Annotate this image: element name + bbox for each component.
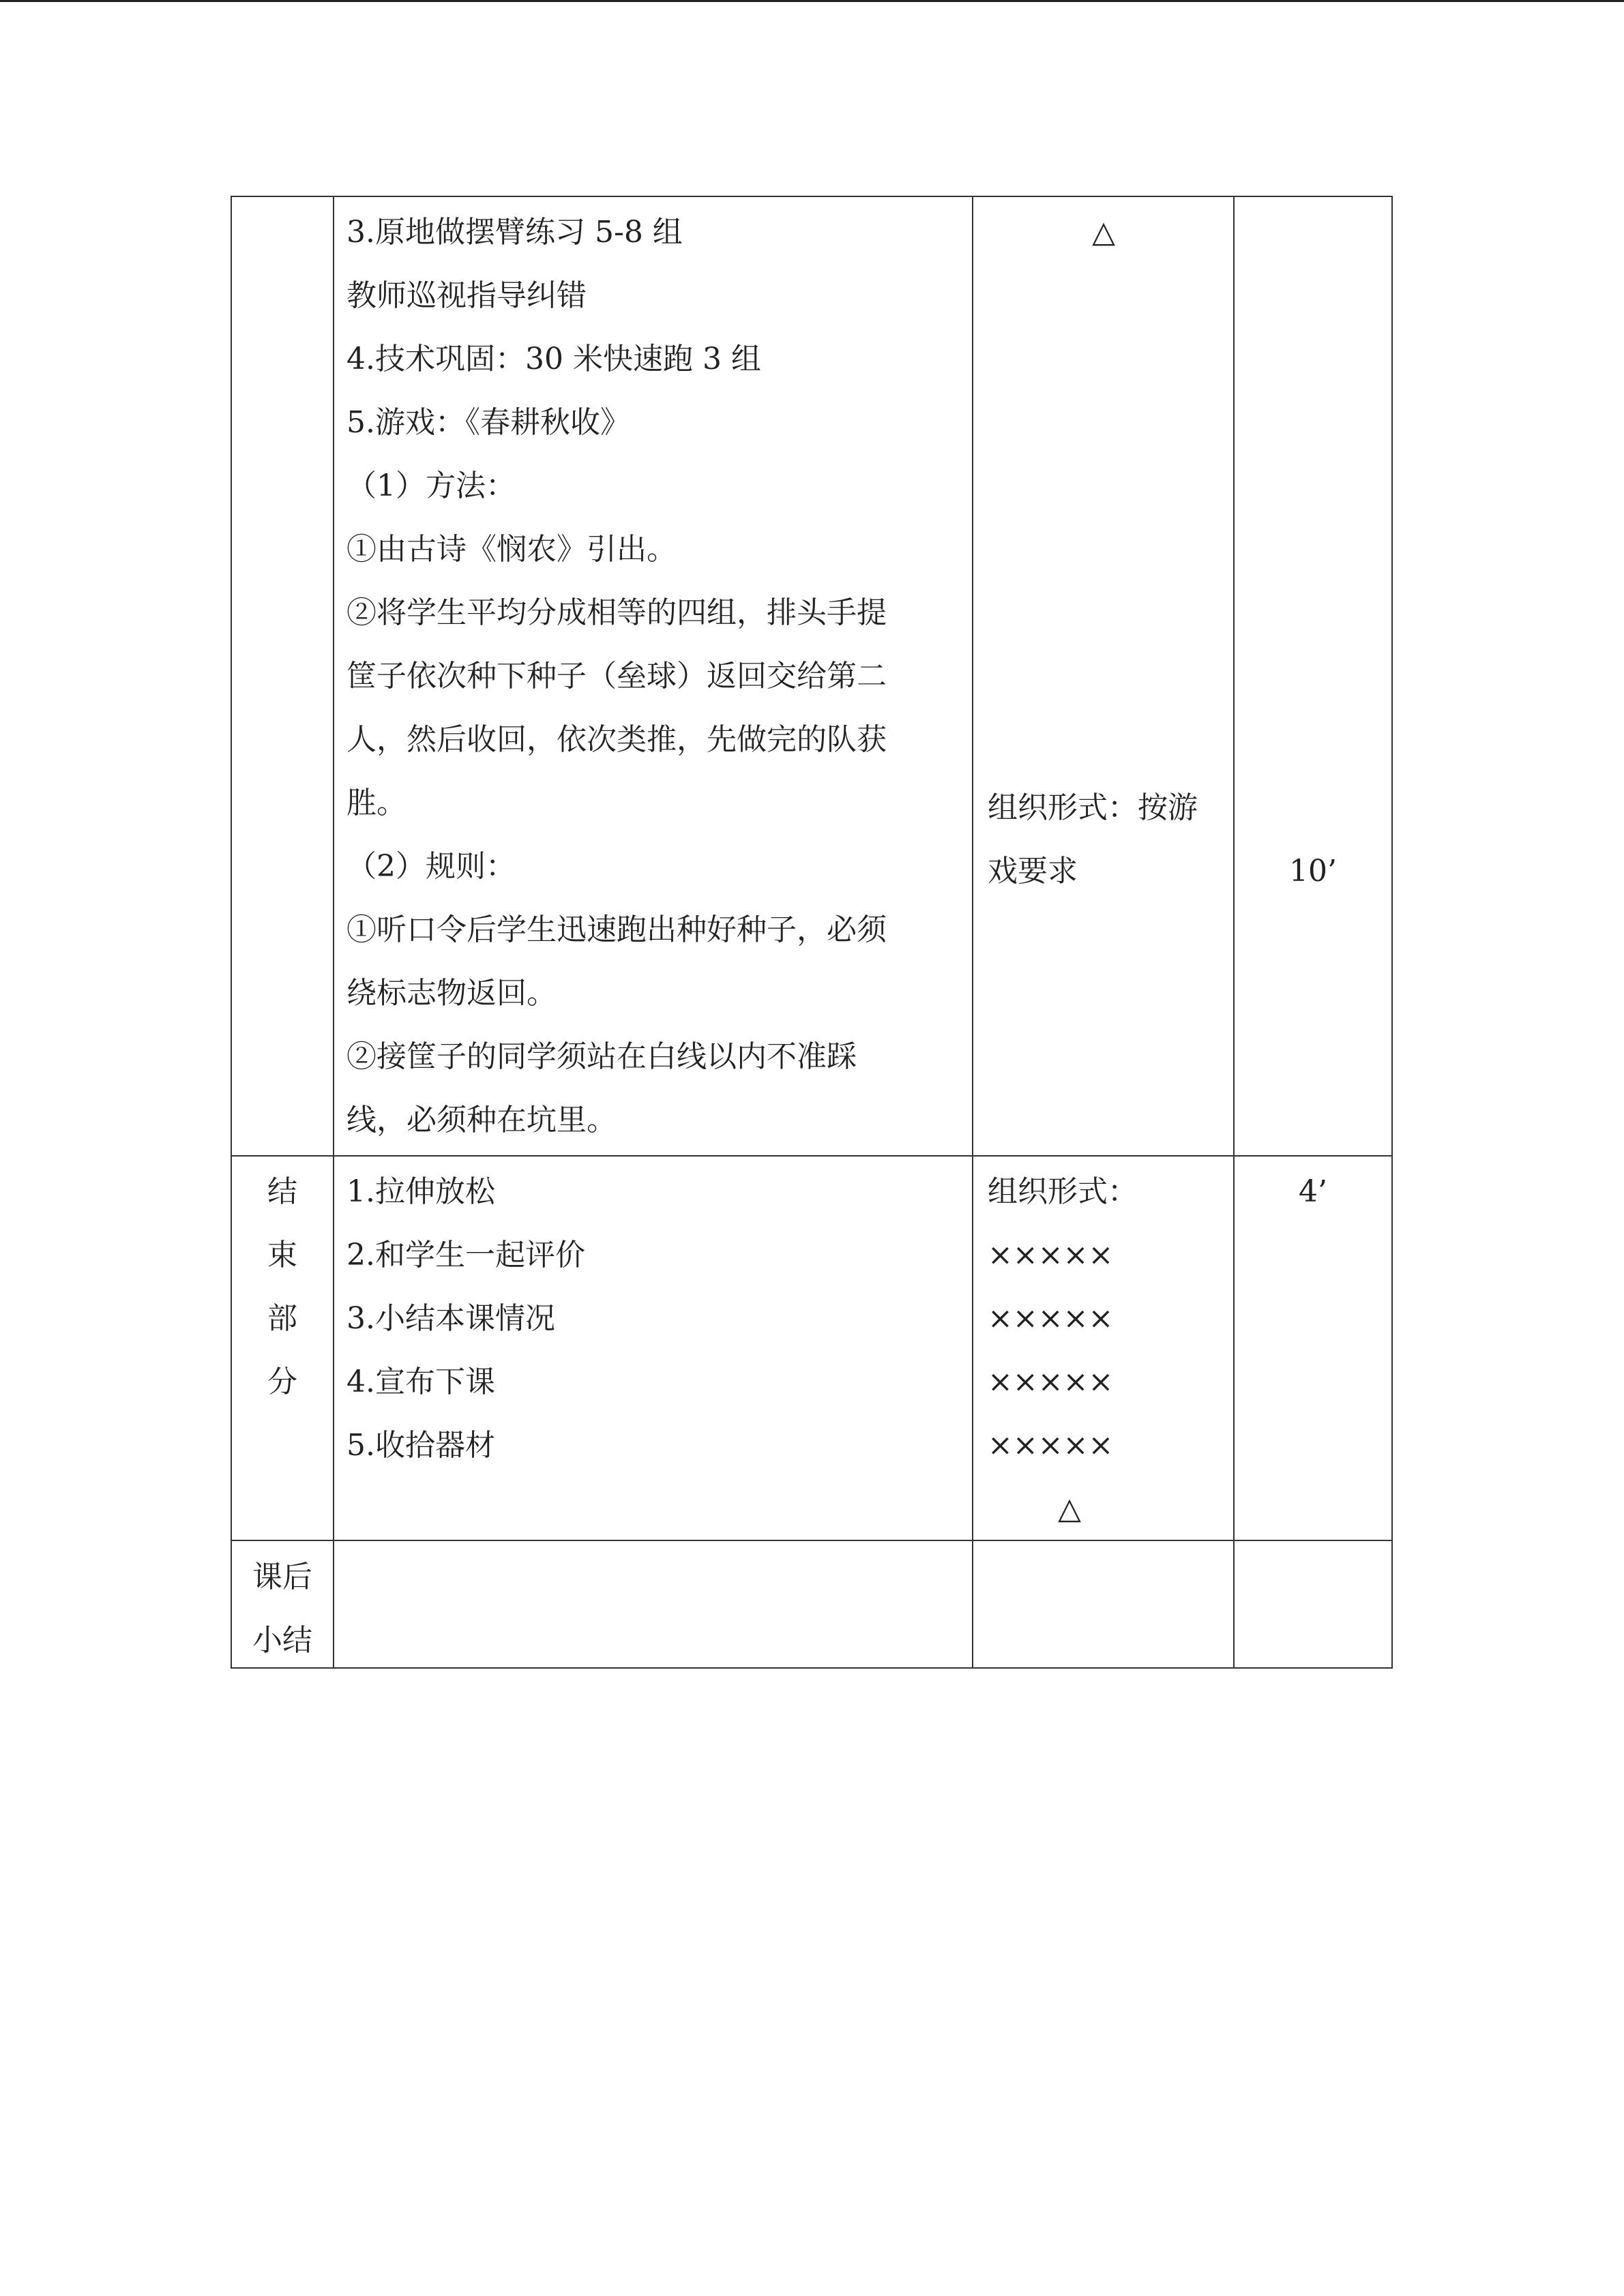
content-line: 筐子依次种下种子（垒球）返回交给第二	[346, 659, 887, 694]
content-line: 绕标志物返回。	[346, 976, 557, 1011]
organization-line: 组织形式：	[988, 1174, 1138, 1209]
student-formation-row: ×××××	[988, 1365, 1114, 1399]
column-divider-3	[1233, 196, 1235, 1669]
organization-line: 组织形式：按游	[988, 790, 1198, 825]
content-line: 5.收拾器材	[346, 1428, 495, 1463]
section-label-line: 课后	[252, 1560, 312, 1594]
content-line: ②将学生平均分成相等的四组，排头手提	[346, 595, 887, 630]
table-border-top	[231, 196, 1393, 197]
column-divider-1	[333, 196, 334, 1669]
content-line: 4.技术巩固：30 米快速跑 3 组	[346, 342, 761, 376]
row-divider-2	[231, 1540, 1393, 1541]
content-line: （2）规则：	[346, 849, 516, 884]
section-label-char: 部	[267, 1301, 297, 1336]
section-label-char: 结	[267, 1174, 297, 1209]
content-line: 3.小结本课情况	[346, 1301, 555, 1336]
student-formation-row: ×××××	[988, 1301, 1114, 1336]
row2-organization	[988, 1160, 1138, 1477]
content-line: ①听口令后学生迅速跑出种好种子，必须	[346, 912, 887, 947]
section-label-char: 束	[267, 1238, 297, 1272]
content-line: 人，然后收回，依次类推，先做完的队获	[346, 722, 887, 757]
organization-line: 戏要求	[988, 854, 1078, 889]
content-line: 5.游戏：《春耕秋收》	[346, 405, 630, 440]
row1-teacher-marker: △	[1092, 215, 1115, 250]
content-line: 3.原地做摆臂练习 5-8 组	[346, 215, 683, 250]
row1-content	[346, 200, 887, 1152]
table-border-left	[231, 196, 232, 1669]
table-border-bottom	[231, 1667, 1393, 1669]
student-formation-row: ×××××	[988, 1238, 1114, 1272]
section-label-line: 小结	[252, 1623, 312, 1658]
row2-time: 4’	[1299, 1174, 1327, 1209]
content-line: 2.和学生一起评价	[346, 1238, 585, 1272]
section-label-char: 分	[267, 1365, 297, 1399]
content-line: 线，必须种在坑里。	[346, 1103, 617, 1137]
lesson-plan-table	[231, 196, 1393, 1669]
content-line: ①由古诗《悯农》引出。	[346, 532, 677, 567]
page-top-rule	[0, 0, 1624, 2]
content-line: 1.拉伸放松	[346, 1174, 495, 1209]
row1-time: 10’	[1289, 854, 1337, 889]
content-line: （1）方法：	[346, 468, 516, 503]
content-line: 胜。	[346, 786, 407, 820]
row3-section-label	[231, 1545, 334, 1672]
row-divider-1	[231, 1155, 1393, 1157]
row1-organization	[988, 776, 1198, 903]
content-line: 4.宣布下课	[346, 1365, 495, 1399]
row2-teacher-marker: △	[1058, 1491, 1081, 1526]
student-formation-row: ×××××	[988, 1428, 1114, 1463]
content-line: 教师巡视指导纠错	[346, 278, 587, 313]
column-divider-2	[972, 196, 973, 1669]
table-border-right	[1391, 196, 1393, 1669]
row2-content	[346, 1160, 585, 1477]
content-line: ②接筐子的同学须站在白线以内不准踩	[346, 1039, 857, 1074]
row2-section-label	[231, 1160, 334, 1414]
